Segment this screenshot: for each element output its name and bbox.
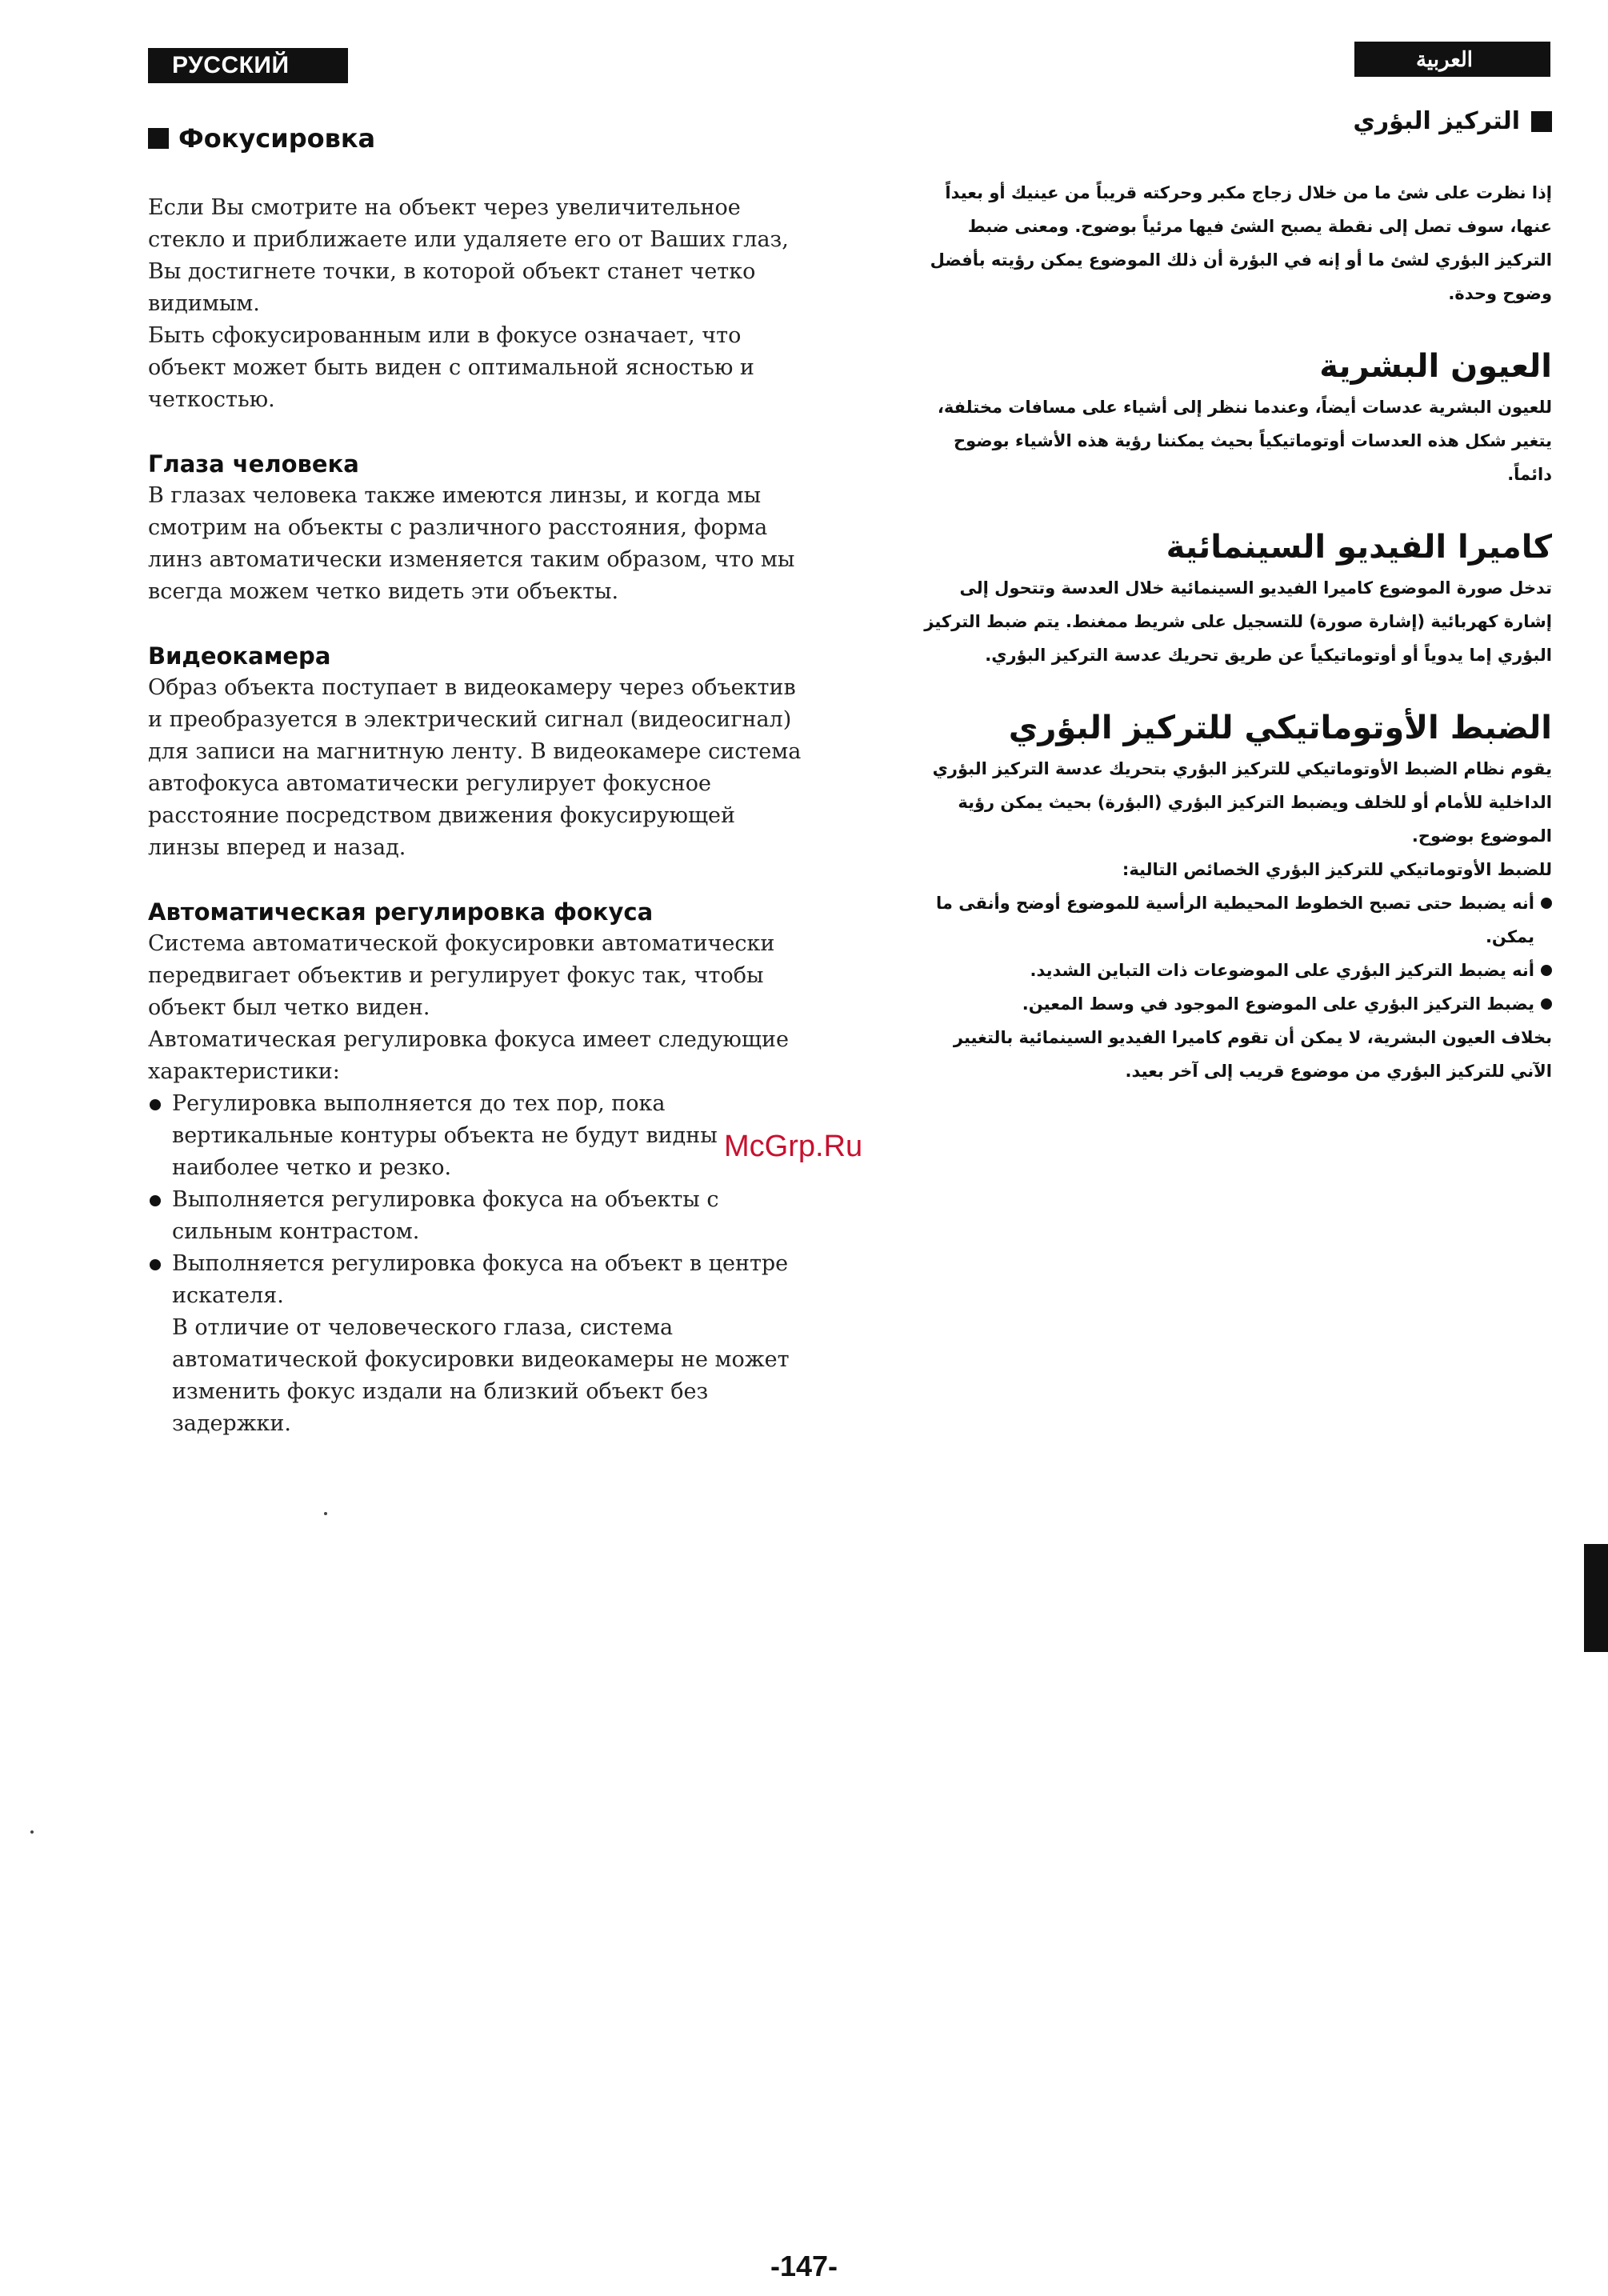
arabic-camera-text: تدخل صورة الموضوع كاميرا الفيديو السينمائية خلال العدسة وتتحول إلى إشارة كهربائية (إشارة صورة) للتسجيل على شريط ممغنط. يتم ضبط التركيز البؤري إما يدوياً أو أوتوماتيكياً عن طريق تحريك عدسة التركيز البؤري. [924,578,1552,665]
russian-intro-paragraph-1: Если Вы смотрите на объект через увеличительное стекло и приближаете или удаляете его от Ваших глаз, Вы достигнете точки, в которой объект станет четко видимым. [148,195,789,316]
list-item: Выполняется регулировка фокуса на объект в центре искателя. [148,1248,812,1312]
list-item: Выполняется регулировка фокуса на объекты с сильным контрастом. [148,1184,812,1248]
watermark: McGrp.Ru [724,1130,863,1163]
list-item: يضبط التركيز البؤري على الموضوع الموجود في وسط المعين. [920,987,1552,1021]
list-item: أنه يضبط حتى تصبح الخطوط المحيطية الرأسية للموضوع أوضح وأنقى ما يمكن. [920,886,1552,954]
arabic-column [920,104,1552,1088]
russian-camera-text: Образ объекта поступает в видеокамеру через объектив и преобразуется в электрический сигнал (видеосигнал) для записи на магнитную ленту. В видеокамере система автофокуса автоматически регулирует фокусное расстояние посредством движения фокусирующей линзы вперед и назад. [148,675,802,860]
scan-speck [30,1830,34,1834]
arabic-autofocus-note: بخلاف العيون البشرية، لا يمكن أن تقوم كاميرا الفيديو السينمائية بالتغيير الآني للتركيز البؤري من موضوع قريب إلى آخر بعيد. [953,1028,1552,1081]
arabic-autofocus-text-1: يقوم نظام الضبط الأوتوماتيكي للتركيز البؤري بتحريك عدسة التركيز البؤري الداخلية للأمام أو للخلف ويضبط التركيز البؤري (البؤرة) بحيث يمكن رؤية الموضوع بوضوح. [932,759,1552,846]
arabic-autofocus-list [920,886,1552,1021]
russian-autofocus-list [148,1088,812,1312]
russian-autofocus-text-1: Система автоматической фокусировки автоматически передвигает объектив и регулирует фокус так, чтобы объект был четко виден. [148,931,775,1020]
russian-column [148,120,812,1440]
bullet-dot-icon [150,1195,161,1206]
bullet-dot-icon [150,1259,161,1270]
list-item: أنه يضبط التركيز البؤري على الموضوعات ذات التباين الشديد. [920,954,1552,987]
russian-intro-paragraph-2: Быть сфокусированным или в фокусе означает, что объект может быть виден с оптимальной ясностью и четкостью. [148,323,754,412]
russian-eyes-text: В глазах человека также имеются линзы, и когда мы смотрим на объекты с различного расстояния, форма линз автоматически изменяется таким образом, что мы всегда можем четко видеть эти объекты. [148,483,795,604]
arabic-intro-paragraph: إذا نظرت على شئ ما من خلال زجاج مكبر وحركته قريباً من عينيك أو بعيداً عنها، سوف تصل إلى نقطة يصبح الشئ فيها مرئياً بوضوح. ومعنى ضبط التركيز البؤري لشئ ما أو إنه في البؤرة أن ذلك الموضوع يمكن رؤيته بأفضل وضوح وحدة. [930,183,1552,303]
square-bullet-icon [1531,111,1552,132]
russian-section-title [148,120,812,157]
bullet-dot-icon [150,1099,161,1110]
bullet-dot-icon [1541,998,1552,1010]
page-number: -147- [770,2250,838,2282]
russian-autofocus-note: В отличие от человеческого глаза, система автоматической фокусировки видеокамеры не может изменить фокус издали на близкий объект без задержки. [172,1315,790,1436]
arabic-eyes-text: للعيون البشرية عدسات أيضاً، وعندما ننظر إلى أشياء على مسافات مختلفة، يتغير شكل هذه العدسات أوتوماتيكياً بحيث يمكننا رؤية هذه الأشياء بوضوح دائماً. [937,398,1552,484]
bullet-dot-icon [1541,965,1552,976]
scan-speck [324,1512,327,1515]
side-thumb-index-mark [1584,1544,1608,1652]
arabic-autofocus-text-2: للضبط الأوتوماتيكي للتركيز البؤري الخصائص التالية: [1122,860,1552,879]
arabic-title-text: التركيز البؤري [1353,107,1520,135]
arabic-section-title [920,104,1552,139]
russian-autofocus-heading: Автоматическая регулировка фокуса [148,898,654,926]
russian-eyes-heading: Глаза человека [148,450,359,478]
square-bullet-icon [148,128,169,149]
arabic-camera-heading: كاميرا الفيديو السينمائية [1166,529,1552,566]
russian-language-tab: РУССКИЙ ЯЗЫК [148,48,348,83]
russian-title-text: Фокусировка [178,123,376,154]
list-item: Регулировка выполняется до тех пор, пока вертикальные контуры объекта не будут видны наиболее четко и резко. [148,1088,812,1184]
arabic-eyes-heading: العيون البشرية [1319,348,1552,385]
arabic-language-tab: العربية [1354,42,1550,77]
russian-camera-heading: Видеокамера [148,642,331,670]
arabic-autofocus-heading: الضبط الأوتوماتيكي للتركيز البؤري [1008,710,1552,746]
russian-autofocus-text-2: Автоматическая регулировка фокуса имеет следующие характеристики: [148,1027,789,1084]
bullet-dot-icon [1541,898,1552,909]
